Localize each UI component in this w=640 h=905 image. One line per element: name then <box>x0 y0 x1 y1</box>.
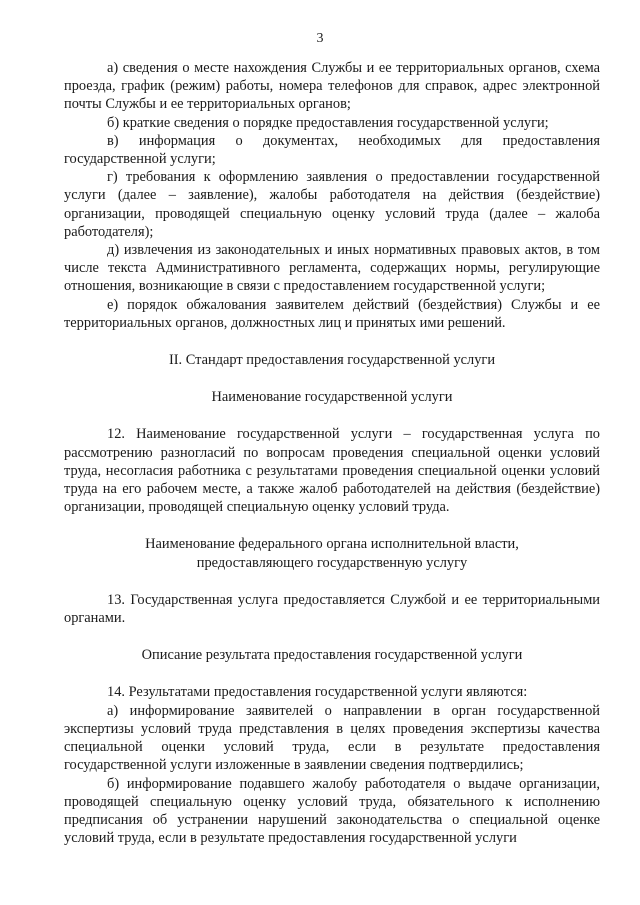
subheading-authority-line2: предоставляющего государственную услугу <box>196 554 468 571</box>
list-item: а) сведения о месте нахождения Службы и ее территориальных органов, схема проезда, график (режим) работы, номера телефонов для справок, адрес электронной почты Службы и ее территориальных органов; <box>64 60 600 113</box>
paragraph-14: 14. Результатами предоставления государственной услуги являются: <box>107 684 528 701</box>
result-item: б) информирование подавшего жалобу работодателя о выдаче организации, проводящей специальную оценку условий труда, обязательного к исполнению предписания об устранении нарушений законодательства о специальной оценке условий труда, если в результате предоставления государственной услуги <box>64 775 600 847</box>
subheading-service-name: Наименование государственной услуги <box>211 389 453 406</box>
list-item: д) извлечения из законодательных и иных нормативных правовых актов, в том числе текста Административного регламента, содержащих нормы, регулирующие отношения, возникающие в связи с предоставлением государственной услуги; <box>64 242 600 295</box>
paragraph-12: 12. Наименование государственной услуги – государственная услуга по рассмотрению разногласий по вопросам проведения специальной оценки условий труда, несогласия работника с результатами проведения специальной оценки условий труда на его рабочем месте, а также жалоб работодателей на действия (бездействие) организации, проводящей специальную оценку условий труда. <box>64 426 600 516</box>
page-number: 3 <box>316 31 324 46</box>
section-heading: II. Стандарт предоставления государственной услуги <box>168 352 496 369</box>
list-item: г) требования к оформлению заявления о предоставлении государственной услуги (далее – заявление), жалобы работодателя на действия (бездействие) организации, проводящей специальную оценку условий труда (далее – жалоба работодателя); <box>64 169 600 240</box>
paragraph-13: 13. Государственная услуга предоставляется Службой и ее территориальными органами. <box>64 591 600 627</box>
result-item: а) информирование заявителей о направлении в орган государственной экспертизы условий труда представления в целях проведения экспертизы качества специальной оценки условий труда, если в результате предоставления государственной услуги изложенные в заявлении сведения подтвердились; <box>64 702 600 774</box>
subheading-authority-line1: Наименование федерального органа исполнительной власти, <box>145 536 519 553</box>
list-item: б) краткие сведения о порядке предоставления государственной услуги; <box>107 114 549 131</box>
list-item: в) информация о документах, необходимых для предоставления государственной услуги; <box>64 132 600 168</box>
list-item: е) порядок обжалования заявителем действий (бездействия) Службы и ее территориальных органов, должностных лиц и принятых ими решений. <box>64 296 600 331</box>
subheading-result: Описание результата предоставления государственной услуги <box>141 647 523 664</box>
page-body <box>64 59 600 847</box>
